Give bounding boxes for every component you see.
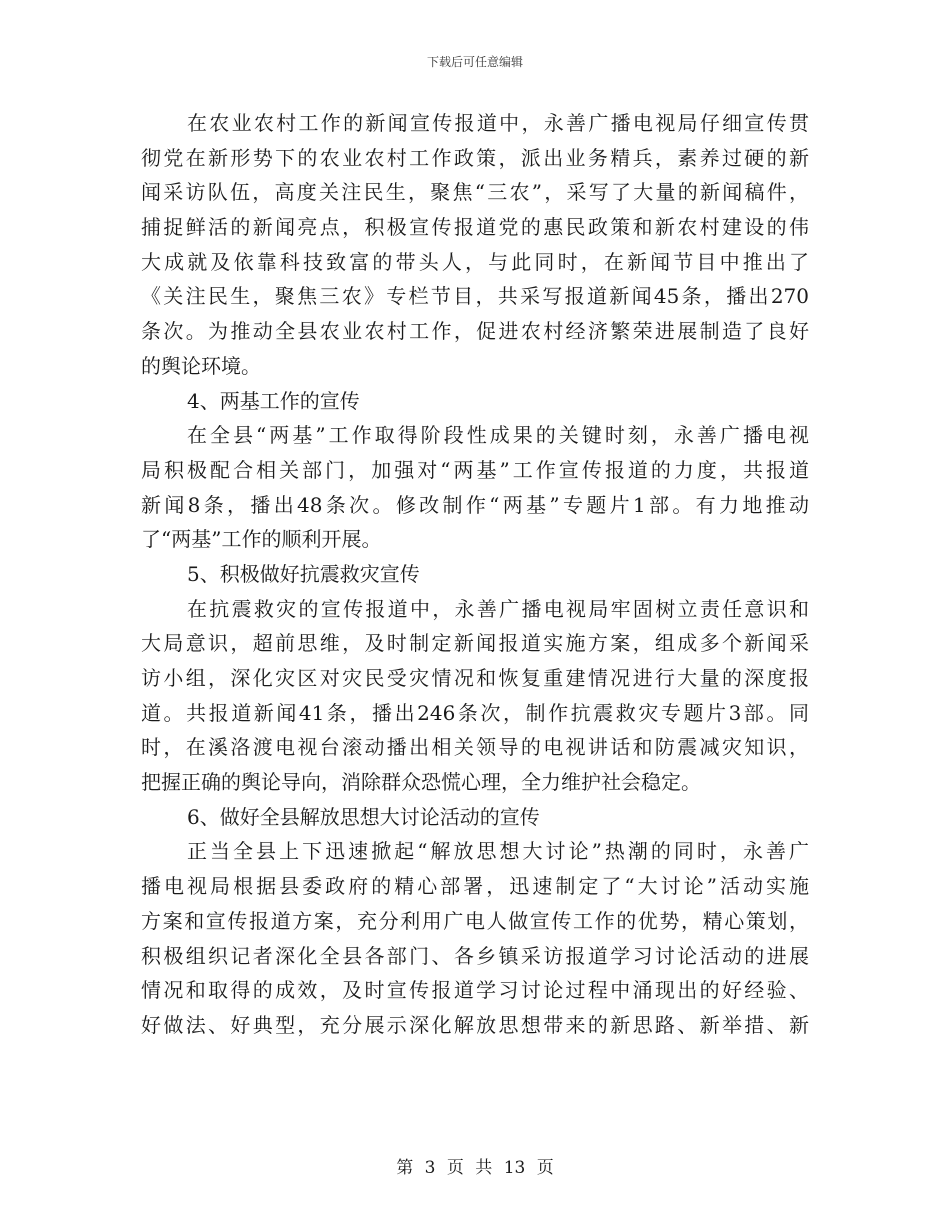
text-line: 播电视局根据县委政府的精心部署，迅速制定了“大讨论”活动实施 bbox=[141, 874, 809, 899]
text-line: 新闻8条，播出48条次。修改制作“两基”专题片1部。有力地推动 bbox=[141, 492, 809, 517]
text-line: 正当全县上下迅速掀起“解放思想大讨论”热潮的同时，永善广 bbox=[187, 839, 809, 864]
text-line: 道。共报道新闻41条，播出246条次，制作抗震救灾专题片3部。同 bbox=[141, 700, 809, 725]
text-line: 积极组织记者深化全县各部门、各乡镇采访报道学习讨论活动的进展 bbox=[141, 943, 809, 968]
text-line: 4、两基工作的宣传 bbox=[187, 388, 360, 413]
text-line: 彻党在新形势下的农业农村工作政策，派出业务精兵，素养过硬的新 bbox=[141, 145, 809, 170]
text-line: 在全县“两基”工作取得阶段性成果的关键时刻，永善广播电视 bbox=[187, 423, 809, 448]
text-line: 5、积极做好抗震救灾宣传 bbox=[187, 561, 420, 586]
text-line: 了“两基”工作的顺利开展。 bbox=[141, 527, 382, 552]
text-line: 情况和取得的成效，及时宣传报道学习讨论过程中涌现出的好经验、 bbox=[141, 978, 809, 1003]
document-body bbox=[141, 106, 809, 1043]
text-line: 把握正确的舆论导向，消除群众恐慌心理，全力维护社会稳定。 bbox=[141, 770, 701, 795]
text-line: 局积极配合相关部门，加强对“两基”工作宣传报道的力度，共报道 bbox=[141, 457, 809, 482]
text-line: 的舆论环境。 bbox=[141, 353, 261, 378]
text-line: 时，在溪洛渡电视台滚动播出相关领导的电视讲话和防震减灾知识， bbox=[141, 735, 809, 760]
text-line: 6、做好全县解放思想大讨论活动的宣传 bbox=[187, 804, 540, 829]
text-line: 在抗震救灾的宣传报道中，永善广播电视局牢固树立责任意识和 bbox=[187, 596, 809, 621]
text-line: 在农业农村工作的新闻宣传报道中，永善广播电视局仔细宣传贯 bbox=[187, 111, 809, 135]
text-line: 大成就及依靠科技致富的带头人，与此同时，在新闻节目中推出了 bbox=[141, 249, 809, 274]
text-line: 闻采访队伍，高度关注民生，聚焦“三农”，采写了大量的新闻稿件， bbox=[141, 180, 809, 205]
text-line: 《关注民生，聚焦三农》专栏节目，共采写报道新闻45条，播出270 bbox=[141, 284, 809, 309]
page-footer: 第 3 页 共 13 页 bbox=[396, 1158, 554, 1178]
text-line: 条次。为推动全县农业农村工作，促进农村经济繁荣进展制造了良好 bbox=[141, 319, 809, 344]
text-line: 好做法、好典型，充分展示深化解放思想带来的新思路、新举措、新 bbox=[141, 1012, 809, 1037]
text-line: 捕捉鲜活的新闻亮点，积极宣传报道党的惠民政策和新农村建设的伟 bbox=[141, 215, 809, 240]
text-line: 访小组，深化灾区对灾民受灾情况和恢复重建情况进行大量的深度报 bbox=[141, 666, 809, 690]
text-line: 方案和宣传报道方案，充分利用广电人做宣传工作的优势，精心策划， bbox=[141, 908, 809, 933]
page-header: 下载后可任意编辑 bbox=[426, 55, 523, 69]
text-line: 大局意识，超前思维，及时制定新闻报道实施方案，组成多个新闻采 bbox=[141, 631, 809, 656]
